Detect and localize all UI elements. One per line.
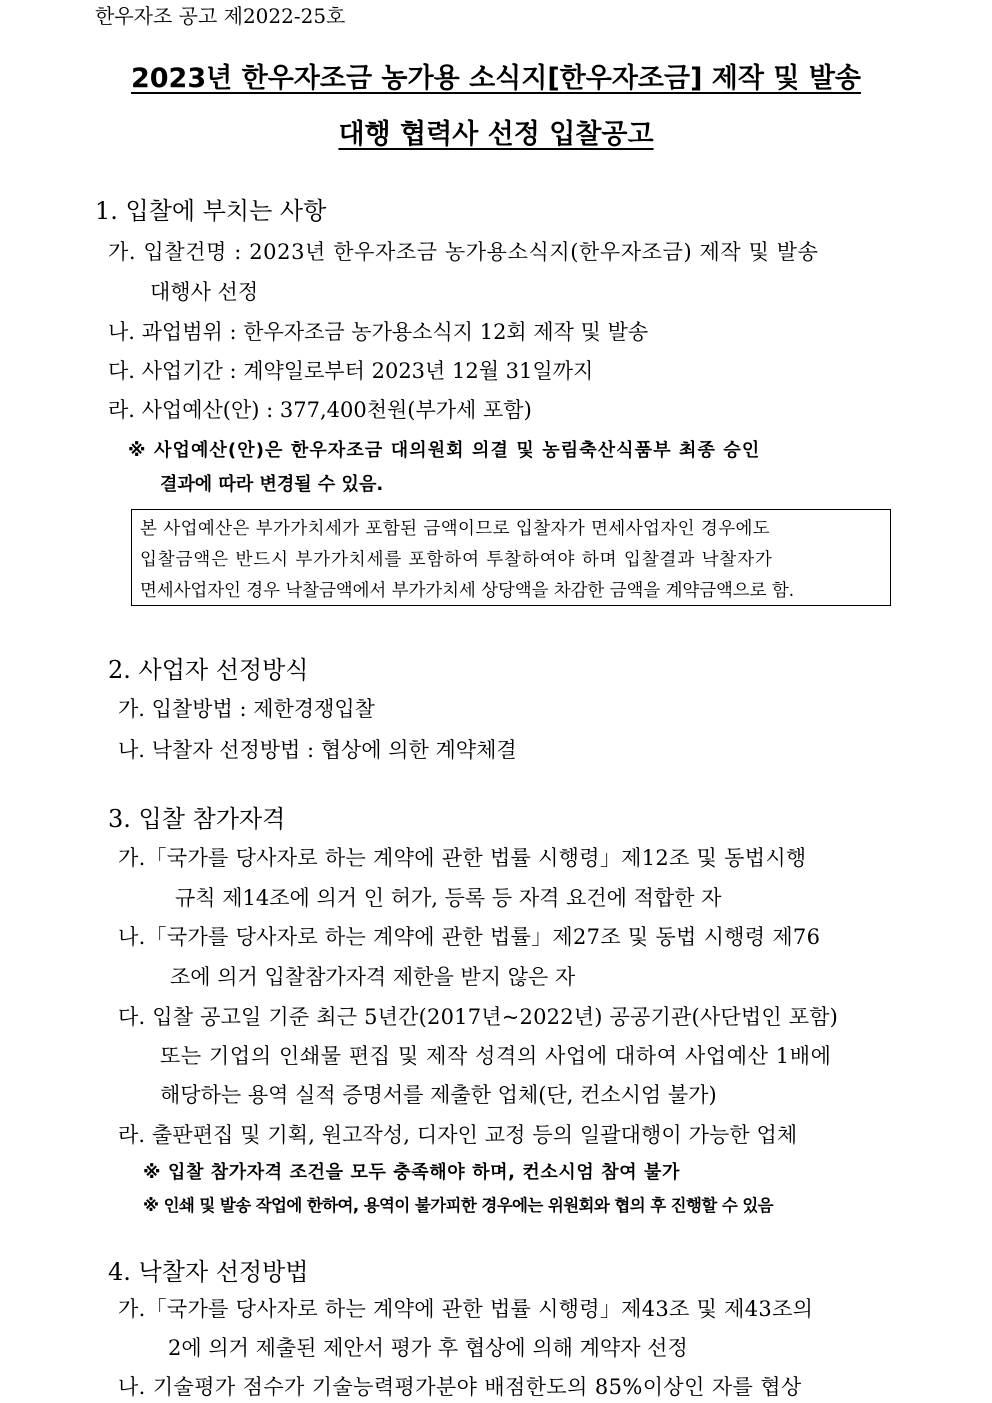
s1-item-b: 나. 과업범위 : 한우자조금 농가용소식지 12회 제작 및 발송 xyxy=(108,320,649,344)
s3-item-a-cont: 규칙 제14조에 의거 인 허가, 등록 등 자격 요건에 적합한 자 xyxy=(175,886,722,910)
s3-item-d: 라. 출판편집 및 기획, 원고작성, 디자인 교정 등의 일괄대행이 가능한 업체 xyxy=(118,1123,798,1147)
s4-item-a: 가.「국가를 당사자로 하는 계약에 관한 법률 시행령」제43조 및 제43조의 xyxy=(118,1297,814,1321)
s1-item-d: 라. 사업예산(안) : 377,400천원(부가세 포함) xyxy=(108,398,532,422)
s3-item-b: 나.「국가를 당사자로 하는 계약에 관한 법률」제27조 및 동법 시행령 제76 xyxy=(118,925,821,949)
s1-note-line1: ※ 사업예산(안)은 한우자조금 대의원회 의결 및 농림축산식품부 최종 승인 xyxy=(128,440,761,461)
s2-item-a: 가. 입찰방법 : 제한경쟁입찰 xyxy=(118,697,375,721)
s1-item-c: 다. 사업기간 : 계약일로부터 2023년 12월 31일까지 xyxy=(108,359,594,383)
s3-note-1: ※ 입찰 참가자격 조건을 모두 충족해야 하며, 컨소시엄 참여 불가 xyxy=(143,1162,681,1183)
s1-item-a: 가. 입찰건명 : 2023년 한우자조금 농가용소식지(한우자조금) 제작 및 발송 xyxy=(108,240,819,264)
s3-item-a: 가.「국가를 당사자로 하는 계약에 관한 법률 시행령」제12조 및 동법시행 xyxy=(118,846,807,870)
document-number: 한우자조 공고 제2022-25호 xyxy=(95,4,346,28)
page-title-line2 xyxy=(0,112,992,151)
s3-item-b-cont: 조에 의거 입찰참가자격 제한을 받지 않은 자 xyxy=(170,965,576,989)
vat-notice-line2: 입찰금액은 반드시 부가가치세를 포함하여 투찰하여야 하며 입찰결과 낙찰자가 xyxy=(140,550,773,570)
s4-item-b: 나. 기술평가 점수가 기술능력평가분야 배점한도의 85%이상인 자를 협상 xyxy=(118,1375,802,1399)
vat-notice-line3: 면세사업자인 경우 낙찰금액에서 부가가치세 상당액을 차감한 금액을 계약금액으로 함. xyxy=(140,581,795,601)
s2-item-b: 나. 낙찰자 선정방법 : 협상에 의한 계약체결 xyxy=(118,738,517,762)
vat-notice-box xyxy=(131,509,891,606)
section-3-heading: 3. 입찰 참가자격 xyxy=(108,805,286,833)
section-4-heading: 4. 낙찰자 선정방법 xyxy=(108,1258,309,1286)
section-1-heading: 1. 입찰에 부치는 사항 xyxy=(95,197,327,225)
s3-item-c-cont2: 해당하는 용역 실적 증명서를 제출한 업체(단, 컨소시엄 불가) xyxy=(160,1083,717,1107)
vat-notice-line1: 본 사업예산은 부가가치세가 포함된 금액이므로 입찰자가 면세사업자인 경우에도 xyxy=(140,519,771,539)
s1-item-a-cont: 대행사 선정 xyxy=(150,280,259,304)
s4-item-a-cont: 2에 의거 제출된 제안서 평가 후 협상에 의해 계약자 선정 xyxy=(168,1336,688,1360)
title-text-1: 2023년 한우자조금 농가용 소식지[한우자조금] 제작 및 발송 xyxy=(130,63,862,94)
title-text-2: 대행 협력사 선정 입찰공고 xyxy=(338,119,654,150)
s3-item-c: 다. 입찰 공고일 기준 최근 5년간(2017년~2022년) 공공기관(사단법인 포함) xyxy=(118,1005,839,1029)
s1-note-line2: 결과에 따라 변경될 수 있음. xyxy=(160,474,384,495)
section-2-heading: 2. 사업자 선정방식 xyxy=(108,656,309,684)
s3-note-2: ※ 인쇄 및 발송 작업에 한하여, 용역이 불가피한 경우에는 위원회와 협의 후 진행할 수 있음 xyxy=(143,1196,773,1215)
s3-item-c-cont1: 또는 기업의 인쇄물 편집 및 제작 성격의 사업에 대하여 사업예산 1배에 xyxy=(160,1044,832,1068)
page-title-line1 xyxy=(0,56,992,95)
